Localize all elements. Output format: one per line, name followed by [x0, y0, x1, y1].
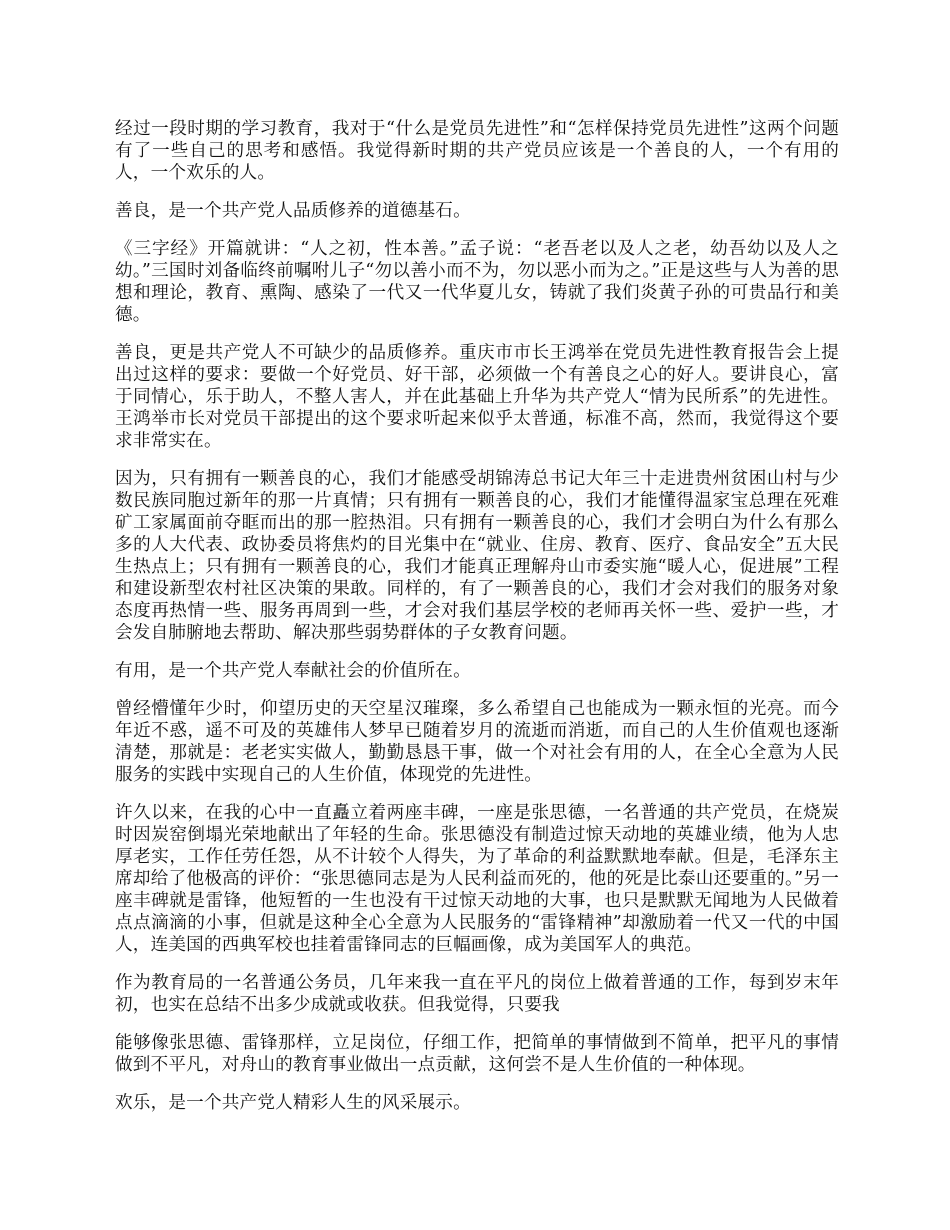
paragraph-heading-useful: 有用，是一个共产党人奉献社会的价值所在。 [115, 661, 471, 681]
paragraph-sanzijing: 《三字经》开篇就讲：“人之初，性本善。”孟子说：“老吾老以及人之老，幼吾幼以及人之幼。”三国时刘备临终前嘱咐儿子“勿以善小而不为，勿以恶小而为之。”正是这些与人为善的思想和理论，教育、熏陶、感染了一代又一代华夏儿女，铸就了我们炎黄子孙的可贵品行和美德。 [115, 239, 839, 325]
paragraph-heading-joy: 欢乐，是一个共产党人精彩人生的风采展示。 [115, 1093, 471, 1113]
paragraph-civil-servant: 作为教育局的一名普通公务员，几年来我一直在平凡的岗位上做着普通的工作，每到岁末年初，也实在总结不出多少成就或收获。但我觉得，只要我 [115, 973, 839, 1015]
paragraph-value: 能够像张思德、雷锋那样，立足岗位，仔细工作，把简单的事情做到不简单，把平凡的事情做到不平凡，对舟山的教育事业做出一点贡献，这何尝不是人生价值的一种体现。 [115, 1033, 839, 1075]
paragraph-kind-heart: 因为，只有拥有一颗善良的心，我们才能感受胡锦涛总书记大年三十走进贵州贫困山村与少数民族同胞过新年的那一片真情；只有拥有一颗善良的心，我们才能懂得温家宝总理在死难矿工家属面前夺眶而出的那一腔热泪。只有拥有一颗善良的心，我们才会明白为什么有那么多的人大代表、政协委员将焦灼的目光集中在“就业、住房、教育、医疗、食品安全”五大民生热点上；只有拥有一颗善良的心，我们才能真正理解舟山市委实施“暖人心，促进展”工程和建设新型农村社区决策的果敢。同样的，有了一颗善良的心，我们才会对我们的服务对象态度再热情一些、服务再周到一些，才会对我们基层学校的老师再关怀一些、爱护一些，才会发自肺腑地去帮助、解决那些弱势群体的子女教育问题。 [115, 469, 839, 643]
paragraph-heading-kindness: 善良，是一个共产党人品质修养的道德基石。 [115, 201, 471, 221]
paragraph-intro: 经过一段时期的学习教育，我对于“什么是党员先进性”和“怎样保持党员先进性”这两个问题有了一些自己的思考和感悟。我觉得新时期的共产党员应该是一个善良的人，一个有用的人，一个欢乐的人。 [115, 119, 839, 183]
document-body [115, 118, 839, 1130]
paragraph-monuments: 许久以来，在我的心中一直矗立着两座丰碑，一座是张思德，一名普通的共产党员，在烧炭时因炭窑倒塌光荣地献出了年轻的生命。张思德没有制造过惊天动地的英雄业绩，他为人忠厚老实，工作任劳任怨，从不计较个人得失，为了革命的利益默默地奉献。但是，毛泽东主席却给了他极高的评价：“张思德同志是为人民利益而死的，他的死是比泰山还要重的。”另一座丰碑就是雷锋，他短暂的一生也没有干过惊天动地的大事，也只是默默无闻地为人民做着点点滴滴的小事，但就是这种全心全意为人民服务的“雷锋精神”却激励着一代又一代的中国人，连美国的西典军校也挂着雷锋同志的巨幅画像，成为美国军人的典范。 [115, 803, 839, 955]
paragraph-kindness-quality: 善良，更是共产党人不可缺少的品质修养。重庆市市长王鸿举在党员先进性教育报告会上提出过这样的要求：要做一个好党员、好干部，必须做一个有善良之心的好人。要讲良心，富于同情心，乐于助人，不整人害人，并在此基础上升华为共产党人“情为民所系”的先进性。王鸿举市长对党员干部提出的这个要求听起来似乎太普通，标准不高，然而，我觉得这个要求非常实在。 [115, 343, 839, 451]
paragraph-youth: 曾经懵懂年少时，仰望历史的天空星汉璀璨，多么希望自己也能成为一颗永恒的光亮。而今年近不惑，遥不可及的英雄伟人梦早已随着岁月的流逝而消逝，而自己的人生价值观也逐渐清楚，那就是：老老实实做人，勤勤恳恳干事，做一个对社会有用的人，在全心全意为人民服务的实践中实现自己的人生价值，体现党的先进性。 [115, 699, 839, 785]
